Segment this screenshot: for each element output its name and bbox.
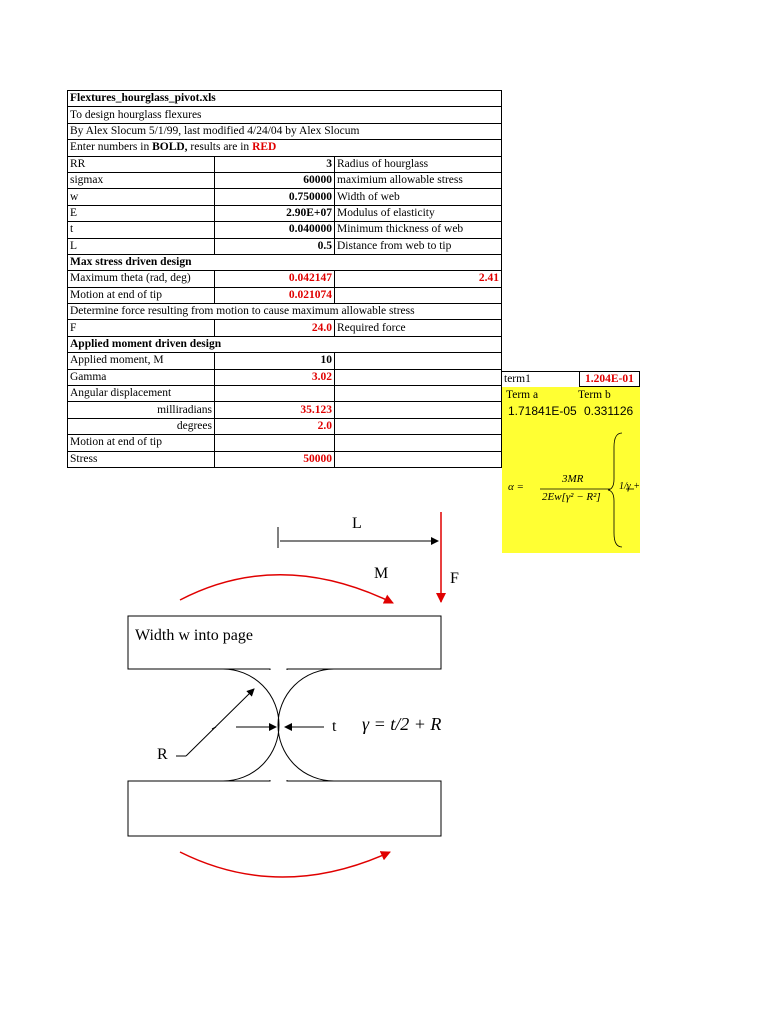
input-value-cell[interactable]: 60000	[215, 172, 335, 188]
motion-tip2-label[interactable]: Motion at end of tip	[68, 435, 215, 451]
label-F: F	[450, 570, 459, 587]
formula-tail: 1/γ +	[619, 481, 640, 492]
formula-numerator: 3MR	[562, 473, 584, 485]
force-desc-cell[interactable]: Required force	[335, 320, 502, 336]
instr-bold: BOLD,	[152, 141, 188, 154]
term-b-label[interactable]: Term b	[578, 389, 611, 401]
term-b-value[interactable]: 0.331126	[584, 404, 634, 418]
label-L: L	[352, 515, 362, 532]
section-title-applied-moment[interactable]: Applied moment driven design	[68, 336, 502, 352]
max-theta-label[interactable]: Maximum theta (rad, deg)	[68, 271, 215, 287]
milliradians-value-cell[interactable]: 35.123	[215, 402, 335, 418]
sheet-filename[interactable]: Flextures_hourglass_pivot.xls	[68, 91, 502, 107]
force-label[interactable]: F	[68, 320, 215, 336]
label-R: R	[157, 746, 168, 763]
term1-label[interactable]: term1	[502, 371, 579, 387]
input-desc-cell[interactable]: maximium allowable stress	[335, 172, 502, 188]
force-value-cell[interactable]: 24.0	[215, 320, 335, 336]
input-desc-cell[interactable]: Radius of hourglass	[335, 156, 502, 172]
input-name-cell[interactable]: sigmax	[68, 172, 215, 188]
sheet-author[interactable]: By Alex Slocum 5/1/99, last modified 4/24/04 by Alex Slocum	[68, 123, 502, 139]
input-value-cell[interactable]: 2.90E+07	[215, 205, 335, 221]
input-value-cell[interactable]: 0.040000	[215, 222, 335, 238]
instr-prefix: Enter numbers in	[70, 141, 153, 154]
input-desc-cell[interactable]: Minimum thickness of web	[335, 222, 502, 238]
term1-value-cell[interactable]: 1.204E-01	[579, 371, 640, 387]
max-theta-rad-cell[interactable]: 0.042147	[215, 271, 335, 287]
gamma-equation: γ = t/2 + R	[362, 714, 442, 734]
width-into-page-text: Width w into page	[135, 627, 253, 644]
gamma-value-cell[interactable]: 3.02	[215, 369, 335, 385]
moment-arrow-bottom	[180, 852, 390, 877]
formula-denominator: 2Ew[γ² − R²]	[542, 491, 601, 503]
degrees-label[interactable]: degrees	[68, 418, 215, 434]
max-theta-deg-cell[interactable]: 2.41	[335, 271, 502, 287]
moment-value-cell[interactable]: 10	[215, 353, 335, 369]
stress-label[interactable]: Stress	[68, 451, 215, 467]
moment-arrow-top	[180, 575, 393, 603]
input-desc-cell[interactable]: Distance from web to tip	[335, 238, 502, 254]
sheet-purpose[interactable]: To design hourglass flexures	[68, 107, 502, 123]
motion-tip-value-cell[interactable]: 0.021074	[215, 287, 335, 303]
degrees-value-cell[interactable]: 2.0	[215, 418, 335, 434]
term-a-label[interactable]: Term a	[506, 389, 539, 401]
formula-alpha: α =	[508, 481, 524, 493]
input-value-cell[interactable]: 3	[215, 156, 335, 172]
input-desc-cell[interactable]: Modulus of elasticity	[335, 205, 502, 221]
input-name-cell[interactable]: E	[68, 205, 215, 221]
instr-red: RED	[252, 141, 277, 154]
determine-force-label[interactable]: Determine force resulting from motion to cause maximum allowable stress	[68, 304, 502, 320]
input-desc-cell[interactable]: Width of web	[335, 189, 502, 205]
stress-value-cell[interactable]: 50000	[215, 451, 335, 467]
motion-tip-label[interactable]: Motion at end of tip	[68, 287, 215, 303]
input-value-cell[interactable]: 0.750000	[215, 189, 335, 205]
input-name-cell[interactable]: L	[68, 238, 215, 254]
term-a-value[interactable]: 1.71841E-05	[508, 404, 577, 418]
gamma-label[interactable]: Gamma	[68, 369, 215, 385]
section-title-max-stress[interactable]: Max stress driven design	[68, 254, 502, 270]
input-name-cell[interactable]: t	[68, 222, 215, 238]
input-value-cell[interactable]: 0.5	[215, 238, 335, 254]
input-name-cell[interactable]: RR	[68, 156, 215, 172]
input-name-cell[interactable]: w	[68, 189, 215, 205]
instr-mid: results are in	[187, 141, 253, 154]
label-t: t	[332, 718, 337, 735]
moment-label[interactable]: Applied moment, M	[68, 353, 215, 369]
milliradians-label[interactable]: milliradians	[68, 402, 215, 418]
angular-label[interactable]: Angular displacement	[68, 386, 215, 402]
label-M: M	[374, 565, 389, 582]
